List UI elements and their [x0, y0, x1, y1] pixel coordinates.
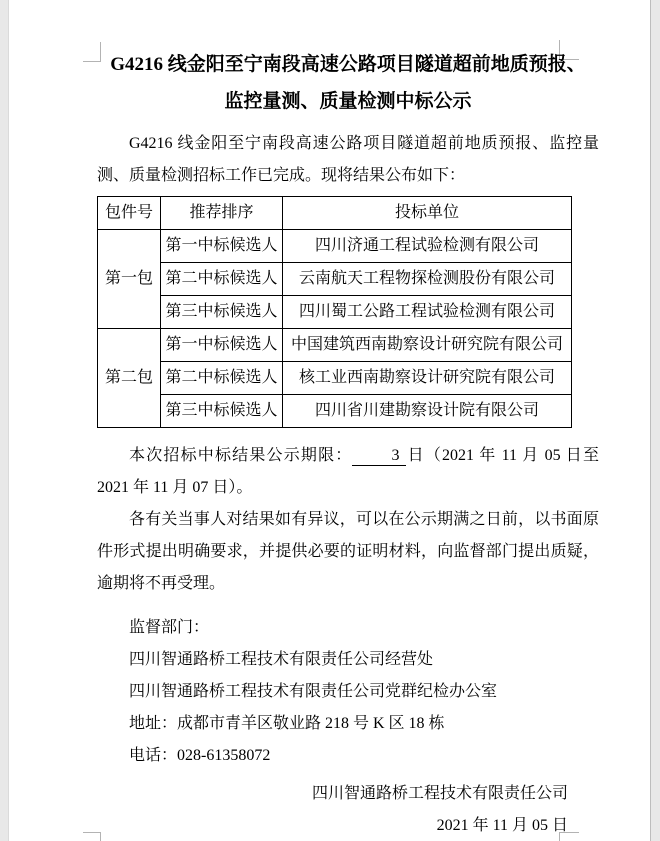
signature-date: 2021 年 11 月 05 日 [436, 817, 568, 834]
rank-cell: 第一中标候选人 [161, 329, 283, 362]
objection-paragraph: 各有关当事人对结果如有异议，可以在公示期满之日前，以书面原件形式提出明确要求，并提供必要的证明材料，向监督部门提出质疑，逾期将不再受理。 [97, 511, 599, 592]
publicity-period-days: 3 [352, 447, 406, 466]
table-header-rank: 推荐排序 [161, 197, 283, 230]
package-cell: 第二包 [98, 329, 161, 428]
rank-cell: 第三中标候选人 [161, 395, 283, 428]
page-title-line-2: 监控量测、质量检测中标公示 [224, 91, 472, 112]
company-cell: 核工业西南勘察设计研究院有限公司 [283, 362, 572, 395]
table-row [98, 362, 572, 395]
supervision-department-1: 四川智通路桥工程技术有限责任公司经营处 [129, 651, 434, 668]
page-title-line-1: G4216 线金阳至宁南段高速公路项目隧道超前地质预报、 [110, 54, 586, 75]
table-row [98, 395, 572, 428]
table-row [98, 263, 572, 296]
signature-block [97, 778, 599, 841]
supervision-department-2: 四川智通路桥工程技术有限责任公司党群纪检办公室 [129, 683, 498, 700]
company-cell: 四川省川建勘察设计院有限公司 [283, 395, 572, 428]
table-row [98, 329, 572, 362]
company-cell: 云南航天工程物探检测股份有限公司 [283, 263, 572, 296]
supervision-address: 地址：成都市青羊区敬业路 218 号 K 区 18 栋 [129, 715, 445, 732]
company-cell: 中国建筑西南勘察设计研究院有限公司 [283, 329, 572, 362]
bid-results-table [97, 196, 572, 428]
table-row [98, 230, 572, 263]
table-header-package: 包件号 [98, 197, 161, 230]
publicity-period-suffix: 日（2021 年 11 月 05 日至 2021 年 11 月 07 日）。 [97, 447, 599, 496]
publicity-period-prefix: 本次招标中标结果公示期限： [129, 447, 353, 464]
supervision-section [97, 612, 599, 772]
supervision-phone: 电话：028-61358072 [129, 747, 271, 764]
intro-paragraph: G4216 线金阳至宁南段高速公路项目隧道超前地质预报、监控量测、质量检测招标工作已完成。现将结果公布如下： [97, 135, 599, 184]
publicity-period-paragraph [97, 440, 599, 504]
rank-cell: 第二中标候选人 [161, 362, 283, 395]
document-page [8, 0, 651, 841]
document-content [9, 0, 650, 841]
table-row [98, 296, 572, 329]
rank-cell: 第一中标候选人 [161, 230, 283, 263]
rank-cell: 第三中标候选人 [161, 296, 283, 329]
company-cell: 四川济通工程试验检测有限公司 [283, 230, 572, 263]
page-title [97, 0, 599, 120]
table-header-row [98, 197, 572, 230]
rank-cell: 第二中标候选人 [161, 263, 283, 296]
table-header-company: 投标单位 [283, 197, 572, 230]
company-cell: 四川蜀工公路工程试验检测有限公司 [283, 296, 572, 329]
signature-company: 四川智通路桥工程技术有限责任公司 [311, 785, 568, 802]
package-cell: 第一包 [98, 230, 161, 329]
supervision-label: 监督部门： [129, 619, 210, 636]
